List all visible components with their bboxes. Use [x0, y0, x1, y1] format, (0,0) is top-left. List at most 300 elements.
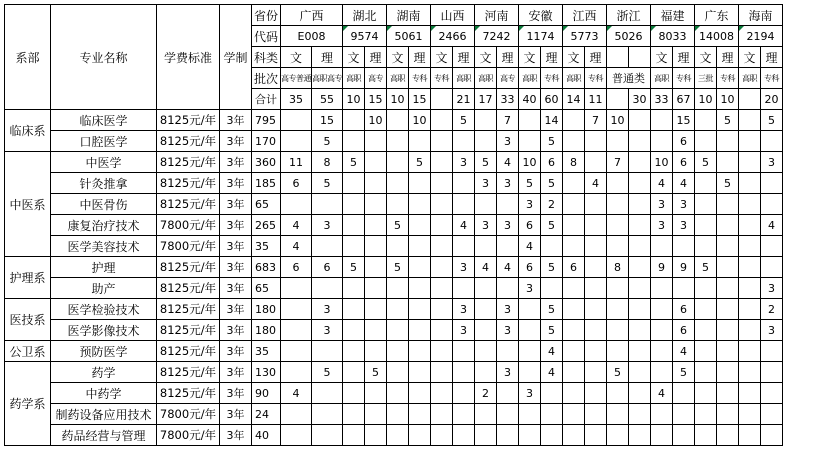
- quota-cell: [281, 110, 312, 131]
- table-row: [5, 194, 783, 215]
- province-code: 1174: [519, 26, 563, 47]
- quota-cell: [695, 173, 717, 194]
- quota-cell: [453, 404, 475, 425]
- total-cell: 15: [409, 89, 431, 110]
- province-row: [5, 5, 783, 26]
- quota-cell: [453, 131, 475, 152]
- quota-cell: [475, 194, 497, 215]
- quota-cell: [563, 236, 585, 257]
- quota-cell: [431, 194, 453, 215]
- quota-cell: [607, 299, 629, 320]
- total-cell: 10: [717, 89, 739, 110]
- quota-cell: 7: [607, 152, 629, 173]
- table-row: [5, 341, 783, 362]
- fee-cell: 8125元/年: [157, 257, 220, 278]
- quota-cell: 3: [761, 152, 783, 173]
- subject-cell: 理: [497, 47, 519, 68]
- quota-cell: [365, 341, 387, 362]
- quota-cell: 3: [312, 299, 343, 320]
- quota-cell: [387, 194, 409, 215]
- dept-name: 中医系: [5, 152, 51, 257]
- table-row: [5, 257, 783, 278]
- quota-cell: [409, 404, 431, 425]
- years-cell: 3年: [220, 215, 252, 236]
- major-name: 针灸推拿: [51, 173, 157, 194]
- total-cell: 185: [252, 173, 281, 194]
- province-name: 江西: [563, 5, 607, 26]
- quota-cell: [519, 404, 541, 425]
- batch-cell: 高职: [475, 68, 497, 89]
- quota-cell: [343, 320, 365, 341]
- total-cell: 265: [252, 215, 281, 236]
- fee-cell: 7800元/年: [157, 236, 220, 257]
- quota-cell: [431, 257, 453, 278]
- quota-cell: 3: [312, 320, 343, 341]
- major-name: 助产: [51, 278, 157, 299]
- quota-cell: [281, 425, 312, 446]
- fee-cell: 8125元/年: [157, 341, 220, 362]
- quota-cell: [651, 425, 673, 446]
- quota-cell: [365, 194, 387, 215]
- quota-cell: [497, 278, 519, 299]
- quota-cell: [739, 320, 761, 341]
- quota-cell: [475, 278, 497, 299]
- fee-cell: 8125元/年: [157, 131, 220, 152]
- quota-cell: [585, 278, 607, 299]
- batch-cell: 专科: [431, 68, 453, 89]
- quota-cell: [365, 404, 387, 425]
- quota-cell: [409, 257, 431, 278]
- quota-cell: [717, 425, 739, 446]
- subject-cell: 文: [563, 47, 585, 68]
- quota-cell: 5: [673, 362, 695, 383]
- quota-cell: 3: [761, 320, 783, 341]
- quota-cell: [585, 257, 607, 278]
- quota-cell: [475, 236, 497, 257]
- quota-cell: [673, 425, 695, 446]
- quota-cell: [739, 131, 761, 152]
- quota-cell: [717, 383, 739, 404]
- quota-cell: [585, 215, 607, 236]
- province-code: 5026: [607, 26, 651, 47]
- quota-cell: [695, 278, 717, 299]
- quota-cell: 6: [673, 299, 695, 320]
- years-cell: 3年: [220, 383, 252, 404]
- quota-cell: [563, 215, 585, 236]
- quota-cell: [365, 131, 387, 152]
- quota-cell: [312, 341, 343, 362]
- quota-cell: [563, 383, 585, 404]
- quota-cell: [651, 404, 673, 425]
- quota-cell: 15: [673, 110, 695, 131]
- quota-cell: 6: [541, 152, 563, 173]
- quota-cell: [761, 404, 783, 425]
- fee-cell: 8125元/年: [157, 110, 220, 131]
- years-cell: 3年: [220, 299, 252, 320]
- quota-cell: [431, 299, 453, 320]
- table-row: [5, 425, 783, 446]
- quota-cell: [343, 341, 365, 362]
- quota-cell: [585, 299, 607, 320]
- total-cell: 35: [281, 89, 312, 110]
- total-cell: 40: [519, 89, 541, 110]
- years-header: 学制: [220, 5, 252, 110]
- quota-cell: [431, 278, 453, 299]
- quota-cell: [431, 341, 453, 362]
- dept-header: 系部: [5, 5, 51, 110]
- quota-cell: [365, 320, 387, 341]
- quota-cell: [497, 425, 519, 446]
- quota-cell: 4: [673, 173, 695, 194]
- subject-cell: 文: [519, 47, 541, 68]
- quota-cell: [717, 320, 739, 341]
- quota-cell: 4: [585, 173, 607, 194]
- quota-cell: [563, 362, 585, 383]
- quota-cell: [281, 131, 312, 152]
- quota-cell: [585, 236, 607, 257]
- batch-cell: 高职: [563, 68, 585, 89]
- quota-cell: [629, 173, 651, 194]
- quota-cell: [695, 299, 717, 320]
- quota-cell: [541, 236, 563, 257]
- quota-cell: 3: [673, 215, 695, 236]
- quota-cell: 5: [695, 152, 717, 173]
- subject-cell: [607, 47, 629, 68]
- quota-cell: [563, 131, 585, 152]
- quota-cell: 5: [761, 110, 783, 131]
- quota-cell: [607, 131, 629, 152]
- quota-cell: 5: [541, 173, 563, 194]
- province-code: 14008: [695, 26, 739, 47]
- quota-cell: [475, 341, 497, 362]
- batch-cell: 高专: [497, 68, 519, 89]
- batch-cell: 专科: [673, 68, 695, 89]
- province-code: 8033: [651, 26, 695, 47]
- years-cell: 3年: [220, 236, 252, 257]
- batch-cell: 高专普通: [281, 68, 312, 89]
- quota-cell: [475, 404, 497, 425]
- table-row: [5, 236, 783, 257]
- quota-cell: [343, 383, 365, 404]
- quota-cell: [695, 341, 717, 362]
- total-cell: 360: [252, 152, 281, 173]
- quota-cell: [607, 194, 629, 215]
- batch-cell: 普通类: [607, 68, 651, 89]
- enrollment-plan-table: [4, 4, 783, 446]
- quota-cell: [343, 194, 365, 215]
- quota-cell: [651, 362, 673, 383]
- quota-cell: [739, 425, 761, 446]
- subject-cell: 理: [453, 47, 475, 68]
- quota-cell: [453, 278, 475, 299]
- quota-cell: [761, 236, 783, 257]
- major-name: 临床医学: [51, 110, 157, 131]
- subject-cell: 理: [761, 47, 783, 68]
- quota-cell: [497, 383, 519, 404]
- total-cell: 14: [563, 89, 585, 110]
- quota-cell: [387, 425, 409, 446]
- total-cell: 683: [252, 257, 281, 278]
- quota-cell: [387, 362, 409, 383]
- major-name: 中医骨伤: [51, 194, 157, 215]
- quota-cell: [281, 362, 312, 383]
- major-name: 医学美容技术: [51, 236, 157, 257]
- quota-cell: [563, 341, 585, 362]
- province-name: 福建: [651, 5, 695, 26]
- quota-cell: [387, 173, 409, 194]
- quota-cell: [695, 236, 717, 257]
- quota-cell: [563, 425, 585, 446]
- quota-cell: [312, 404, 343, 425]
- quota-cell: [585, 320, 607, 341]
- quota-cell: 4: [519, 236, 541, 257]
- province-name: 河南: [475, 5, 519, 26]
- major-name: 中药学: [51, 383, 157, 404]
- table-row: [5, 404, 783, 425]
- batch-cell: 专科: [717, 68, 739, 89]
- quota-cell: [519, 362, 541, 383]
- subject-cell: 文: [387, 47, 409, 68]
- quota-cell: [585, 383, 607, 404]
- total-cell: 130: [252, 362, 281, 383]
- quota-cell: [739, 215, 761, 236]
- quota-cell: [431, 131, 453, 152]
- total-cell: 67: [673, 89, 695, 110]
- quota-cell: [453, 425, 475, 446]
- province-name: 浙江: [607, 5, 651, 26]
- quota-cell: [365, 257, 387, 278]
- major-name: 护理: [51, 257, 157, 278]
- quota-cell: [651, 320, 673, 341]
- quota-cell: 4: [651, 383, 673, 404]
- quota-cell: [651, 236, 673, 257]
- quota-cell: [281, 278, 312, 299]
- quota-cell: [563, 110, 585, 131]
- quota-cell: [673, 236, 695, 257]
- quota-cell: [761, 341, 783, 362]
- fee-cell: 7800元/年: [157, 425, 220, 446]
- quota-cell: [431, 425, 453, 446]
- quota-cell: 5: [365, 362, 387, 383]
- quota-cell: [475, 299, 497, 320]
- fee-cell: 7800元/年: [157, 404, 220, 425]
- quota-cell: [497, 194, 519, 215]
- quota-cell: [343, 362, 365, 383]
- quota-cell: [387, 341, 409, 362]
- quota-cell: 5: [541, 257, 563, 278]
- quota-cell: [695, 404, 717, 425]
- batch-cell: 高职: [651, 68, 673, 89]
- quota-cell: [519, 341, 541, 362]
- quota-cell: [695, 215, 717, 236]
- total-cell: 15: [365, 89, 387, 110]
- quota-cell: [387, 110, 409, 131]
- table-body: [5, 5, 783, 446]
- total-cell: 30: [629, 89, 651, 110]
- quota-cell: [343, 299, 365, 320]
- quota-cell: [629, 194, 651, 215]
- total-cell: 10: [387, 89, 409, 110]
- quota-cell: 5: [541, 131, 563, 152]
- quota-cell: [431, 362, 453, 383]
- quota-cell: [761, 425, 783, 446]
- batch-cell: 高职: [519, 68, 541, 89]
- total-cell: [607, 89, 629, 110]
- subject-cell: [629, 47, 651, 68]
- dept-name: 临床系: [5, 110, 51, 152]
- total-cell: 180: [252, 320, 281, 341]
- quota-cell: [585, 131, 607, 152]
- quota-cell: 3: [651, 215, 673, 236]
- quota-cell: 4: [281, 236, 312, 257]
- quota-cell: 6: [281, 173, 312, 194]
- quota-cell: 8: [563, 152, 585, 173]
- years-cell: 3年: [220, 173, 252, 194]
- quota-cell: 6: [519, 215, 541, 236]
- quota-cell: [651, 110, 673, 131]
- quota-cell: 4: [761, 215, 783, 236]
- total-cell: 17: [475, 89, 497, 110]
- quota-cell: [739, 404, 761, 425]
- quota-cell: [365, 152, 387, 173]
- row-label-total: 合计: [252, 89, 281, 110]
- quota-cell: [563, 320, 585, 341]
- quota-cell: 4: [281, 215, 312, 236]
- quota-cell: [717, 257, 739, 278]
- quota-cell: 15: [312, 110, 343, 131]
- quota-cell: [387, 131, 409, 152]
- fee-cell: 8125元/年: [157, 173, 220, 194]
- quota-cell: [585, 152, 607, 173]
- quota-cell: [717, 215, 739, 236]
- subject-cell: 文: [343, 47, 365, 68]
- quota-cell: [607, 320, 629, 341]
- quota-cell: 5: [409, 152, 431, 173]
- quota-cell: [651, 131, 673, 152]
- quota-cell: 2: [541, 194, 563, 215]
- quota-cell: [409, 173, 431, 194]
- quota-cell: [629, 278, 651, 299]
- quota-cell: [563, 278, 585, 299]
- quota-cell: 6: [563, 257, 585, 278]
- quota-cell: [563, 299, 585, 320]
- quota-cell: [312, 194, 343, 215]
- batch-cell: 高职: [343, 68, 365, 89]
- quota-cell: [453, 341, 475, 362]
- dept-name: 护理系: [5, 257, 51, 299]
- quota-cell: [739, 299, 761, 320]
- quota-cell: 3: [673, 194, 695, 215]
- quota-cell: [717, 194, 739, 215]
- total-cell: 180: [252, 299, 281, 320]
- quota-cell: [761, 383, 783, 404]
- row-label-code: 代码: [252, 26, 281, 47]
- quota-cell: [717, 131, 739, 152]
- quota-cell: [607, 425, 629, 446]
- fee-header: 学费标准: [157, 5, 220, 110]
- quota-cell: [409, 131, 431, 152]
- batch-cell: 高专: [365, 68, 387, 89]
- province-code: 5061: [387, 26, 431, 47]
- province-name: 广东: [695, 5, 739, 26]
- quota-cell: 8: [607, 257, 629, 278]
- dept-name: 医技系: [5, 299, 51, 341]
- batch-cell: 三批: [695, 68, 717, 89]
- quota-cell: [739, 236, 761, 257]
- major-name: 医学影像技术: [51, 320, 157, 341]
- quota-cell: [409, 299, 431, 320]
- table-row: [5, 131, 783, 152]
- quota-cell: [431, 236, 453, 257]
- quota-cell: [281, 320, 312, 341]
- major-name: 医学检验技术: [51, 299, 157, 320]
- quota-cell: [607, 404, 629, 425]
- quota-cell: [695, 362, 717, 383]
- batch-cell: 高职: [387, 68, 409, 89]
- quota-cell: [585, 362, 607, 383]
- quota-cell: [629, 236, 651, 257]
- quota-cell: 5: [541, 299, 563, 320]
- quota-cell: [281, 299, 312, 320]
- quota-cell: [717, 236, 739, 257]
- quota-cell: [651, 278, 673, 299]
- quota-cell: [387, 278, 409, 299]
- total-cell: 65: [252, 194, 281, 215]
- quota-cell: [365, 173, 387, 194]
- total-cell: 11: [585, 89, 607, 110]
- province-code: 7242: [475, 26, 519, 47]
- quota-cell: [281, 341, 312, 362]
- subject-cell: 理: [365, 47, 387, 68]
- quota-cell: [717, 404, 739, 425]
- quota-cell: 4: [453, 215, 475, 236]
- quota-cell: [541, 425, 563, 446]
- subject-cell: 理: [409, 47, 431, 68]
- quota-cell: 3: [475, 173, 497, 194]
- quota-cell: 4: [541, 341, 563, 362]
- batch-cell: 高职高专: [312, 68, 343, 89]
- quota-cell: [761, 257, 783, 278]
- quota-cell: [365, 425, 387, 446]
- quota-cell: [343, 173, 365, 194]
- quota-cell: [629, 362, 651, 383]
- quota-cell: [761, 194, 783, 215]
- total-cell: 35: [252, 341, 281, 362]
- province-name: 湖南: [387, 5, 431, 26]
- quota-cell: [717, 341, 739, 362]
- years-cell: 3年: [220, 320, 252, 341]
- quota-cell: 3: [497, 320, 519, 341]
- quota-cell: [739, 278, 761, 299]
- major-name: 口腔医学: [51, 131, 157, 152]
- total-cell: 90: [252, 383, 281, 404]
- quota-cell: 6: [281, 257, 312, 278]
- major-name: 康复治疗技术: [51, 215, 157, 236]
- quota-cell: [431, 173, 453, 194]
- quota-cell: [607, 173, 629, 194]
- quota-cell: [717, 362, 739, 383]
- quota-cell: [365, 383, 387, 404]
- subject-cell: 文: [281, 47, 312, 68]
- quota-cell: [387, 404, 409, 425]
- subject-cell: 文: [431, 47, 453, 68]
- quota-cell: 4: [673, 341, 695, 362]
- quota-cell: [761, 362, 783, 383]
- quota-cell: [761, 131, 783, 152]
- years-cell: 3年: [220, 131, 252, 152]
- quota-cell: [519, 425, 541, 446]
- major-name: 制药设备应用技术: [51, 404, 157, 425]
